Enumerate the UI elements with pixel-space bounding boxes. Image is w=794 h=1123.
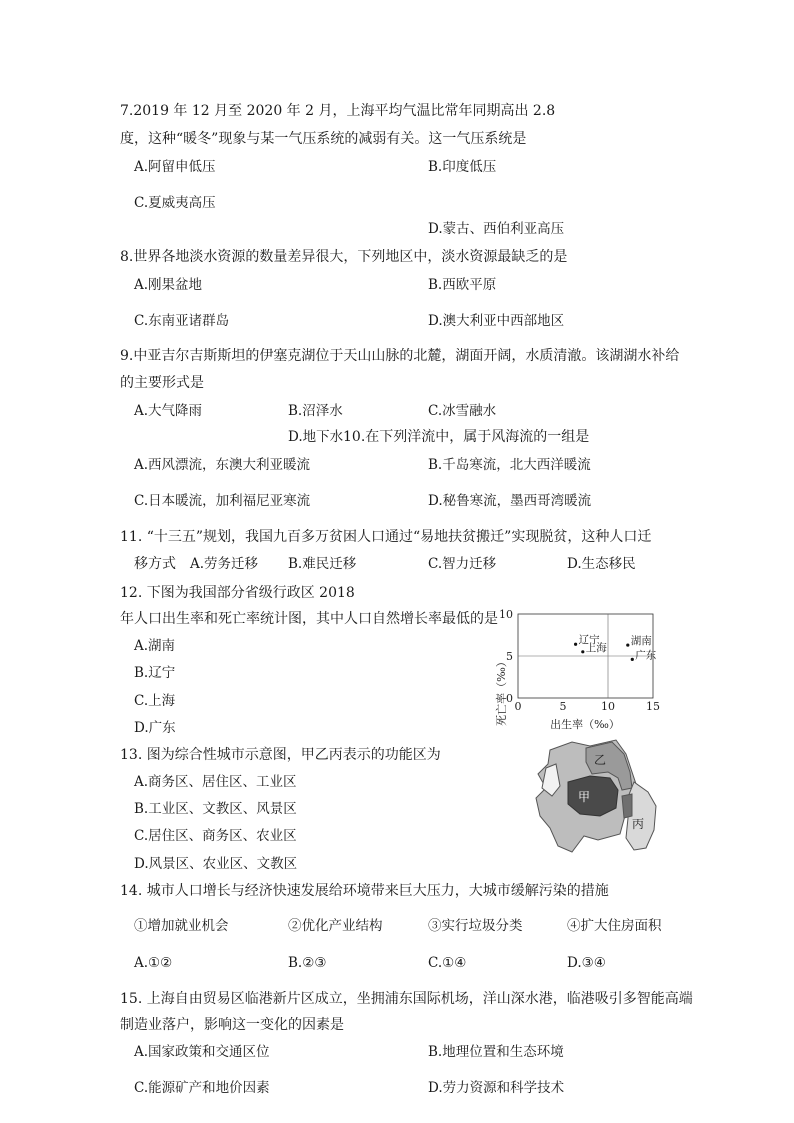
- q14-option-c[interactable]: C.①④: [428, 955, 467, 971]
- q13-stem: 13. 图为综合性城市示意图，甲乙丙表示的功能区为: [120, 747, 441, 763]
- q14-stem: 14. 城市人口增长与经济快速发展给环境带来巨大压力，大城市缓解污染的措施: [120, 883, 609, 899]
- q12-stem-line1: 12. 下图为我国部分省级行政区 2018: [120, 585, 355, 601]
- q12-option-d[interactable]: D.广东: [134, 720, 176, 736]
- q15-option-d[interactable]: D.劳力资源和科学技术: [428, 1080, 565, 1096]
- data-point-label: 上海: [585, 641, 607, 654]
- q13-option-a[interactable]: A.商务区、居住区、工业区: [134, 774, 297, 790]
- q15-option-a[interactable]: A.国家政策和交通区位: [134, 1044, 270, 1060]
- data-point-label: 辽宁: [578, 634, 600, 647]
- zone-small-block: [622, 794, 632, 818]
- q8-stem: 8.世界各地淡水资源的数量差异很大，下列地区中，淡水资源最缺乏的是: [120, 249, 568, 265]
- q15-option-c[interactable]: C.能源矿产和地价因素: [134, 1080, 270, 1096]
- y-axis-label: 死亡率（‰）: [495, 656, 508, 726]
- q13-option-b[interactable]: B.工业区、文教区、风景区: [134, 801, 297, 817]
- label-yi: 乙: [594, 753, 607, 767]
- q11-stem-line2: 移方式: [134, 556, 176, 572]
- q13-option-c[interactable]: C.居住区、商务区、农业区: [134, 828, 297, 844]
- q14-item-2: ②优化产业结构: [288, 918, 383, 934]
- q14-option-a[interactable]: A.①②: [134, 955, 173, 971]
- q14-option-d[interactable]: D.③④: [567, 955, 606, 971]
- q8-option-a[interactable]: A.刚果盆地: [134, 277, 203, 293]
- q11-stem-line1: 11. “十三五”规划，我国九百多万贫困人口通过“易地扶贫搬迁”实现脱贫，这种人口迁: [120, 529, 652, 545]
- q9-option-d[interactable]: D.地下水: [288, 429, 344, 445]
- city-function-zone-map: [528, 738, 668, 858]
- q14-item-1: ①增加就业机会: [134, 918, 229, 934]
- q10-option-c[interactable]: C.日本暖流，加利福尼亚寒流: [134, 493, 311, 509]
- q7-option-d[interactable]: D.蒙古、西伯利亚高压: [428, 221, 565, 237]
- q7-option-a[interactable]: A.阿留申低压: [134, 159, 216, 175]
- q9-stem-line1: 9.中亚吉尔吉斯斯坦的伊塞克湖位于天山山脉的北麓，湖面开阔，水质清澈。该湖湖水补给: [120, 348, 680, 364]
- q15-option-b[interactable]: B.地理位置和生态环境: [428, 1044, 564, 1060]
- q7-stem-line1: 7.2019 年 12 月至 2020 年 2 月，上海平均气温比常年同期高出 2.8: [120, 103, 556, 119]
- data-point-上海: [581, 650, 584, 653]
- q8-option-d[interactable]: D.澳大利亚中西部地区: [428, 313, 565, 329]
- data-point-label: 湖南: [630, 635, 652, 648]
- x-tick-label: 15: [646, 700, 660, 713]
- x-tick-label: 5: [559, 700, 567, 713]
- q11-option-c[interactable]: C.智力迁移: [428, 556, 497, 572]
- q10-option-b[interactable]: B.千岛寒流，北大西洋暖流: [428, 457, 591, 473]
- q12-stem-line2: 年人口出生率和死亡率统计图，其中人口自然增长率最低的是: [120, 611, 498, 627]
- q10-stem: 10.在下列洋流中，属于风海流的一组是: [343, 429, 590, 445]
- data-point-广东: [631, 658, 634, 661]
- q13-option-d[interactable]: D.风景区、农业区、文教区: [134, 856, 298, 872]
- q15-stem-line1: 15. 上海自由贸易区临港新片区成立，坐拥浦东国际机场，洋山深水港，临港吸引多智能高端: [120, 991, 693, 1007]
- q7-option-b[interactable]: B.印度低压: [428, 159, 497, 175]
- y-tick-label: 0: [506, 692, 513, 705]
- q12-option-b[interactable]: B.辽宁: [134, 665, 176, 681]
- x-axis-label: 出生率（‰）: [550, 718, 620, 731]
- q14-item-4: ④扩大住房面积: [567, 918, 662, 934]
- q9-option-b[interactable]: B.沼泽水: [288, 403, 343, 419]
- q11-option-d[interactable]: D.生态移民: [567, 556, 636, 572]
- q14-item-3: ③实行垃圾分类: [428, 918, 523, 934]
- q9-option-a[interactable]: A.大气降雨: [134, 403, 203, 419]
- q10-option-d[interactable]: D.秘鲁寒流，墨西哥湾暖流: [428, 493, 592, 509]
- q8-option-b[interactable]: B.西欧平原: [428, 277, 497, 293]
- x-tick-label: 0: [514, 700, 522, 713]
- data-point-label: 广东: [635, 649, 657, 662]
- q8-option-c[interactable]: C.东南亚诸群岛: [134, 313, 230, 329]
- q9-option-c[interactable]: C.冰雪融水: [428, 403, 497, 419]
- data-point-湖南: [626, 643, 629, 646]
- q10-option-a[interactable]: A.西风漂流，东澳大利亚暖流: [134, 457, 311, 473]
- label-bing: 丙: [632, 817, 645, 831]
- label-jia: 甲: [578, 790, 591, 804]
- q9-stem-line2: 的主要形式是: [120, 375, 204, 391]
- q11-option-b[interactable]: B.难民迁移: [288, 556, 357, 572]
- q7-option-c[interactable]: C.夏威夷高压: [134, 195, 216, 211]
- q12-option-a[interactable]: A.湖南: [134, 638, 176, 654]
- y-tick-label: 5: [506, 650, 513, 663]
- q7-stem-line2: 度，这种“暖冬”现象与某一气压系统的减弱有关。这一气压系统是: [120, 131, 527, 147]
- q14-option-b[interactable]: B.②③: [288, 955, 327, 971]
- q11-option-a[interactable]: A.劳务迁移: [190, 556, 259, 572]
- data-point-辽宁: [574, 643, 577, 646]
- x-tick-label: 10: [601, 700, 615, 713]
- y-tick-label: 10: [499, 608, 513, 621]
- q15-stem-line2: 制造业落户，影响这一变化的因素是: [120, 1017, 344, 1033]
- zone-jia: [568, 776, 618, 816]
- q12-option-c[interactable]: C.上海: [134, 693, 176, 709]
- birth-death-rate-chart: [490, 602, 680, 734]
